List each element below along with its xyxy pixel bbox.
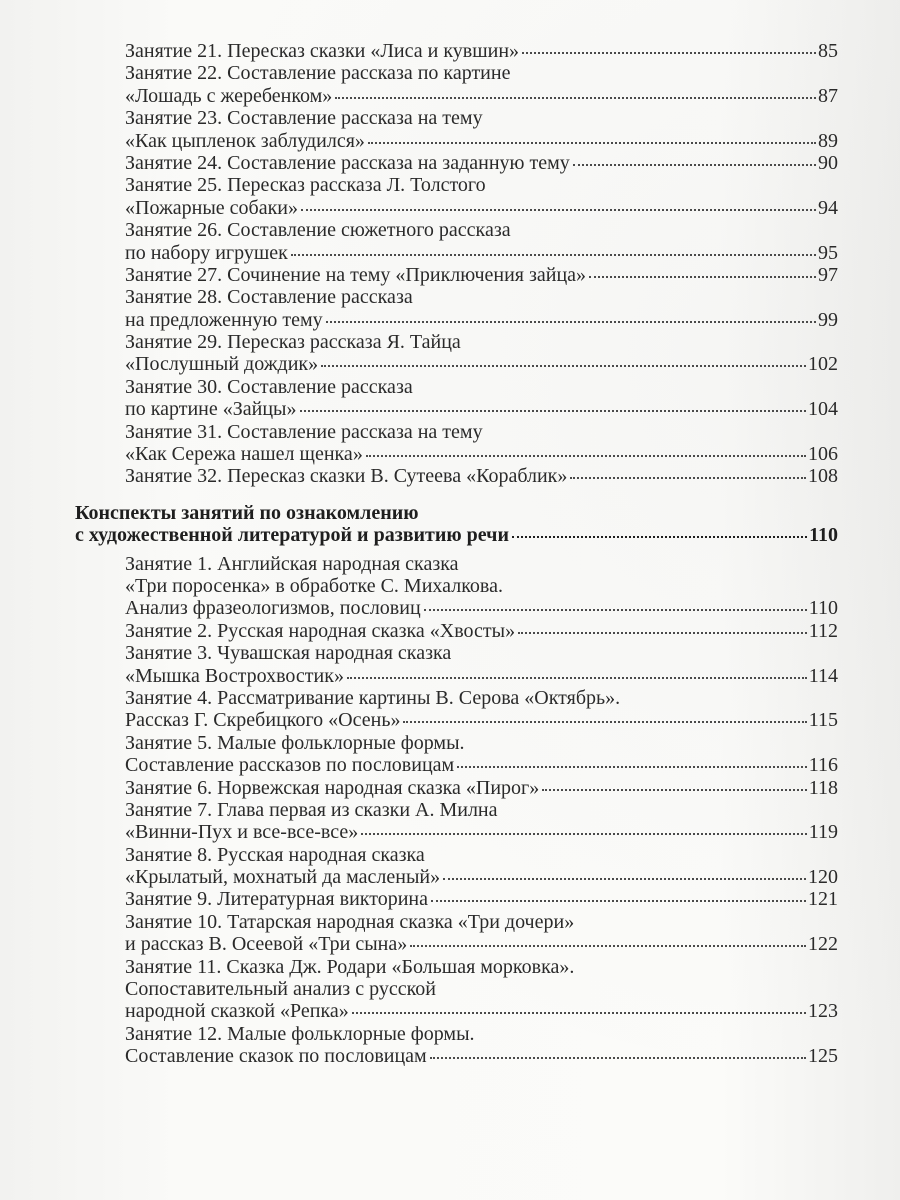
toc-line-text: Занятие 27. Сочинение на тему «Приключения зайца» [125, 263, 587, 286]
toc-line-text: Занятие 9. Литературная викторина [125, 888, 428, 911]
page-number: 102 [808, 353, 838, 376]
toc-line [0, 754, 838, 776]
toc-line [0, 777, 838, 799]
toc-line [0, 353, 838, 375]
toc-line-text: Занятие 25. Пересказ рассказа Л. Толстого [125, 174, 486, 197]
page-number: 99 [818, 308, 838, 331]
toc-line-text: Занятие 1. Английская народная сказка [125, 552, 459, 575]
toc-entry [0, 844, 900, 889]
toc-entry [0, 777, 900, 799]
toc-line-text: «Как Сережа нашел щенка» [125, 443, 363, 466]
toc-line [0, 524, 838, 546]
toc-line-text: Составление сказок по пословицам [125, 1045, 427, 1068]
toc-line-text: на предложенную тему [125, 308, 323, 331]
toc-line-text: Занятие 12. Малые фольклорные формы. [125, 1022, 475, 1045]
page-number: 95 [818, 241, 838, 264]
toc-line [0, 866, 838, 888]
page-number: 108 [808, 465, 838, 488]
dot-leader [424, 609, 807, 611]
toc-entry [0, 62, 900, 107]
page-number: 104 [808, 398, 838, 421]
toc-line [0, 687, 838, 709]
toc-entry [0, 553, 900, 620]
toc-line-text: с художественной литературой и развитию речи [75, 524, 509, 547]
toc-line [0, 40, 838, 62]
page-number: 110 [809, 524, 838, 547]
toc-entry [0, 376, 900, 421]
toc-line [0, 219, 838, 241]
page-number: 114 [808, 664, 838, 687]
toc-line [0, 309, 838, 331]
toc-line-text: Занятие 31. Составление рассказа на тему [125, 420, 483, 443]
toc-line-text: Занятие 24. Составление рассказа на заданную тему [125, 151, 570, 174]
toc-line-text: народной сказкой «Репка» [125, 1000, 349, 1023]
toc-line [0, 933, 838, 955]
toc-line-text: Занятие 22. Составление рассказа по картине [125, 62, 511, 85]
toc-entry [0, 331, 900, 376]
toc-entry [0, 732, 900, 777]
dot-leader [542, 789, 806, 791]
toc-entry [0, 264, 900, 286]
dot-leader [589, 276, 816, 278]
toc-line-text: Занятие 26. Составление сюжетного рассказа [125, 219, 511, 242]
dot-leader [518, 632, 807, 634]
toc-line-text: Занятие 23. Составление рассказа на тему [125, 107, 483, 130]
page-number: 123 [808, 1000, 838, 1023]
toc-entry [0, 107, 900, 152]
page-number: 89 [818, 129, 838, 152]
page-number: 125 [808, 1045, 838, 1068]
toc-line-text: Занятие 29. Пересказ рассказа Я. Тайца [125, 331, 461, 354]
toc-line [0, 597, 838, 619]
page-number: 116 [808, 754, 838, 777]
toc-line-text: Конспекты занятий по ознакомлению [75, 501, 419, 524]
dot-leader [522, 52, 816, 54]
toc-line-text: Составление рассказов по пословицам [125, 754, 455, 777]
toc-line-text: Сопоставительный анализ с русской [125, 978, 436, 1001]
page-number: 94 [818, 196, 838, 219]
toc-line [0, 85, 838, 107]
dot-leader [321, 365, 806, 367]
toc-line [0, 376, 838, 398]
toc-line [0, 264, 838, 286]
toc-line-text: и рассказ В. Осеевой «Три сына» [125, 933, 408, 956]
toc-line [0, 421, 838, 443]
page-number: 120 [808, 866, 838, 889]
dot-leader [457, 766, 807, 768]
toc-line [0, 844, 838, 866]
toc-entry [0, 286, 900, 331]
toc-line [0, 575, 838, 597]
toc-line-text: «Послушный дождик» [125, 353, 319, 376]
toc-line [0, 398, 838, 420]
toc-section-entry [0, 502, 900, 547]
toc-line-text: «Винни-Пух и все-все-все» [125, 821, 359, 844]
toc-line [0, 130, 838, 152]
toc-entry [0, 642, 900, 687]
toc-line-text: по картине «Зайцы» [125, 398, 297, 421]
toc-line-text: «Лошадь с жеребенком» [125, 84, 333, 107]
page-number: 106 [808, 443, 838, 466]
toc-line [0, 152, 838, 174]
table-of-contents [0, 40, 900, 1068]
toc-line [0, 1000, 838, 1022]
toc-line [0, 911, 838, 933]
toc-line-text: Занятие 2. Русская народная сказка «Хвосты» [125, 619, 516, 642]
dot-leader [300, 410, 807, 412]
toc-entry [0, 911, 900, 956]
dot-leader [347, 677, 807, 679]
dot-leader [443, 878, 806, 880]
toc-line [0, 888, 838, 910]
toc-line [0, 1023, 838, 1045]
toc-line [0, 502, 838, 524]
toc-section-heading [0, 502, 900, 547]
toc-line [0, 443, 838, 465]
toc-line [0, 978, 838, 1000]
dot-leader [291, 254, 816, 256]
page-number: 118 [808, 776, 838, 799]
dot-leader [430, 1057, 806, 1059]
toc-line [0, 1045, 838, 1067]
toc-line-text: «Пожарные собаки» [125, 196, 299, 219]
page-number: 121 [808, 888, 838, 911]
dot-leader [301, 209, 816, 211]
toc-line [0, 642, 838, 664]
dot-leader [352, 1012, 806, 1014]
toc-line-text: «Три поросенка» в обработке С. Михалкова. [125, 574, 503, 597]
page-number: 110 [808, 597, 838, 620]
toc-line-text: «Крылатый, мохнатый да масленый» [125, 866, 441, 889]
toc-line-text: Занятие 32. Пересказ сказки В. Сутеева «Кораблик» [125, 465, 568, 488]
dot-leader [431, 900, 806, 902]
toc-line-text: Рассказ Г. Скребицкого «Осень» [125, 709, 401, 732]
toc-line-text: «Как цыпленок заблудился» [125, 129, 365, 152]
toc-entry [0, 956, 900, 1023]
dot-leader [366, 455, 806, 457]
toc-line [0, 553, 838, 575]
toc-line [0, 821, 838, 843]
toc-entry [0, 219, 900, 264]
page-number: 87 [818, 84, 838, 107]
toc-entry [0, 620, 900, 642]
toc-line [0, 956, 838, 978]
toc-line [0, 197, 838, 219]
toc-line [0, 107, 838, 129]
toc-line [0, 174, 838, 196]
toc-line [0, 799, 838, 821]
page-number: 122 [808, 933, 838, 956]
dot-leader [512, 536, 807, 538]
toc-line-text: «Мышка Вострохвостик» [125, 664, 344, 687]
toc-line [0, 732, 838, 754]
toc-line [0, 709, 838, 731]
toc-line-text: Занятие 11. Сказка Дж. Родари «Большая морковка». [125, 955, 575, 978]
toc-line-text: Занятие 10. Татарская народная сказка «Три дочери» [125, 910, 575, 933]
toc-line-text: Анализ фразеологизмов, пословиц [125, 597, 421, 620]
toc-line [0, 242, 838, 264]
toc-line-text: Занятие 3. Чувашская народная сказка [125, 642, 452, 665]
page-number: 85 [818, 40, 838, 62]
dot-leader [403, 721, 806, 723]
toc-line [0, 62, 838, 84]
toc-entry [0, 152, 900, 174]
toc-line-text: Занятие 21. Пересказ сказки «Лиса и кувшин» [125, 40, 520, 62]
toc-lessons-part2 [0, 553, 900, 1068]
toc-line [0, 620, 838, 642]
toc-line-text: по набору игрушек [125, 241, 288, 264]
toc-entry [0, 421, 900, 466]
page-number: 97 [818, 263, 838, 286]
toc-lessons-part1 [0, 40, 900, 488]
toc-line-text: Занятие 7. Глава первая из сказки А. Милна [125, 798, 498, 821]
toc-entry [0, 1023, 900, 1068]
dot-leader [361, 833, 806, 835]
dot-leader [326, 321, 816, 323]
page-number: 90 [818, 151, 838, 174]
dot-leader [368, 142, 816, 144]
page-number: 115 [808, 709, 838, 732]
toc-line [0, 465, 838, 487]
toc-entry [0, 888, 900, 910]
toc-entry [0, 174, 900, 219]
page-number: 112 [808, 619, 838, 642]
dot-leader [335, 97, 816, 99]
toc-line [0, 286, 838, 308]
toc-line-text: Занятие 5. Малые фольклорные формы. [125, 731, 465, 754]
page-number: 119 [808, 821, 838, 844]
dot-leader [570, 477, 806, 479]
toc-line-text: Занятие 28. Составление рассказа [125, 286, 413, 309]
toc-entry [0, 465, 900, 487]
toc-line [0, 665, 838, 687]
toc-entry [0, 687, 900, 732]
toc-entry [0, 799, 900, 844]
dot-leader [410, 945, 806, 947]
toc-line [0, 331, 838, 353]
toc-line-text: Занятие 8. Русская народная сказка [125, 843, 425, 866]
toc-line-text: Занятие 6. Норвежская народная сказка «Пирог» [125, 776, 540, 799]
toc-entry [0, 40, 900, 62]
toc-line-text: Занятие 30. Составление рассказа [125, 375, 413, 398]
toc-line-text: Занятие 4. Рассматривание картины В. Серова «Октябрь». [125, 686, 621, 709]
dot-leader [573, 164, 816, 166]
